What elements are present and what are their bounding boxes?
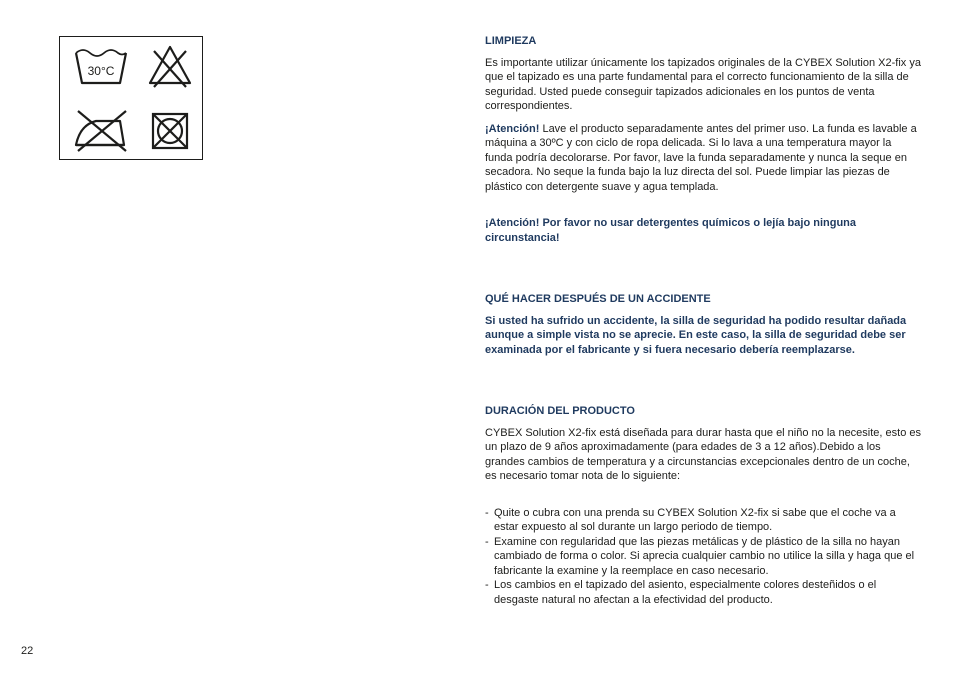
accidente-heading: QUÉ HACER DESPUÉS DE UN ACCIDENTE — [485, 293, 711, 305]
list-item: - Los cambios en el tapizado del asiento, especialmente colores desteñidos o el desgaste natural no afectan a la efectividad del producto. — [485, 578, 921, 607]
duracion-list — [485, 506, 921, 608]
list-item: - Examine con regularidad que las piezas metálicas y de plástico de la silla no hayan cambiado de forma o color. Si aprecia cualquier cambio no utilice la silla y haga que el fabricante la examine y la reemplace en caso necesario. — [485, 535, 921, 579]
content-column — [485, 34, 921, 607]
atencion-text: Lave el producto separadamente antes del primer uso. La funda es lavable a máquina a 30ºC y con ciclo de ropa delicada. Si lo lava a una temperatura mayor la funda podría decolorarse. Por favor, lave la funda separadamente y nunca la seque en secadora. No seque la funda bajo la luz directa del sol. Puede limpiar las piezas de plástico con detergente suave y agua templada. — [485, 122, 917, 193]
list-item: - Quite o cubra con una prenda su CYBEX Solution X2-fix si sabe que el coche va a estar expuesto al sol durante un largo periodo de tiempo. — [485, 506, 921, 535]
page-number: 22 — [21, 645, 34, 657]
atencion-label: ¡Atención! — [485, 122, 540, 135]
duracion-heading: DURACIÓN DEL PRODUCTO — [485, 405, 635, 417]
limpieza-paragraph: Es importante utilizar únicamente los tapizados originales de la CYBEX Solution X2-fix ya que el tapizado es una parte fundamental para el correcto funcionamiento de la silla de seguridad. Usted puede conseguir tapizados adicionales en los puntos de venta correspondientes. — [485, 56, 921, 112]
care-symbols-box — [59, 36, 203, 160]
wash-temperature: 30°C — [87, 64, 115, 78]
no-tumble-dry-icon — [150, 111, 190, 151]
accidente-text: Si usted ha sufrido un accidente, la silla de seguridad ha podido resultar dañada aunque a simple vista no se aprecie. En este caso, la silla de seguridad debe ser examinada por el fabricante y si fuera necesario debería reemplazarse. — [485, 314, 907, 356]
limpieza-heading: LIMPIEZA — [485, 35, 537, 47]
no-bleach-icon — [146, 43, 194, 89]
no-iron-icon — [72, 107, 132, 155]
atencion-warning: ¡Atención! Por favor no usar detergentes químicos o lejía bajo ninguna circunstancia! — [485, 217, 856, 244]
wash-30-icon — [72, 45, 130, 89]
atencion-paragraph — [485, 122, 921, 195]
duracion-paragraph: CYBEX Solution X2-fix está diseñada para durar hasta que el niño no la necesite, esto es un plazo de 9 años aproximadamente (para edades de 3 a 12 años).Debido a los grandes cambios de temperatura y a circunstancias excepcionales dentro de un coche, es necesario tomar nota de lo siguiente: — [485, 426, 921, 482]
